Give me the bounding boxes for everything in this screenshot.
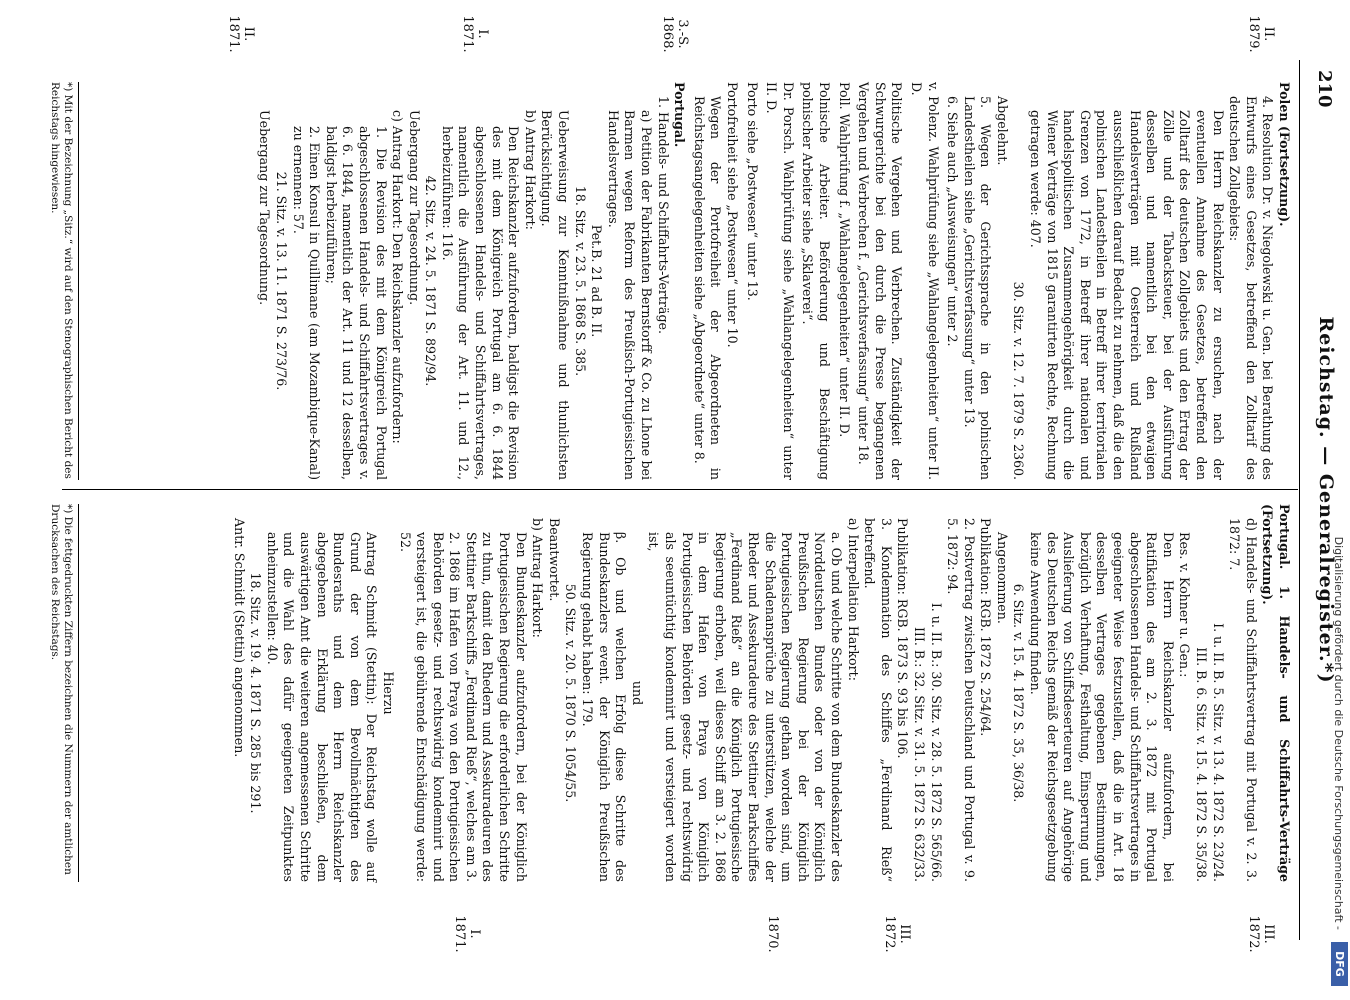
header-rule [1299,60,1300,940]
decision: Beantwortet. [546,518,562,602]
entry-heading: Portugal. [672,82,688,148]
dfg-logo-icon: DFG [1331,942,1348,986]
entry-text: a) Interpellation Harkort: [845,518,861,681]
entry-text: und [629,680,645,706]
entry-text: 5. Wegen der Gerichtssprache in den polnischen Landestheilen siehe „Gerichtsverfassung“ unter 13. [961,96,994,480]
margin-note: III. 1872. [1246,915,1276,953]
page-number: 210 [1314,70,1335,108]
session-reference: 21. Sitz. v. 13. 11. 1871 S. 273/76. [273,171,289,391]
decision: Ueberweisung zur Kenntnißnahme und thunlichsten Berücksichtigung. [539,110,572,480]
publication: Publikation: RGB. 1872 S. 254/64. [978,518,994,737]
entry-heading: Polen (Fortsetzung). [1277,82,1292,227]
session-reference: Pet.B. 21 ad B. II. [589,224,605,338]
decision: Angenommen. [994,532,1010,624]
entry-text: Hierzu [380,671,396,715]
entry-text: a. Ob und welche Schritte von dem Bundeskanzler des Norddeutschen Bundes oder von der Königlich Preußischen Regierung bei der Königlich Portugiesischen Regierung gethan worden sind, um die Schadenansprüche zu unterstützen, welche der Rheder und Assekuradeure des Stettiner Barkschiffes „Ferdinand Rieß“ an die Königlich Portugiesische Regierung erhoben, weil dieses Schiff am 3. 2. 1868 in dem Hafen von Praya von Königlich Portugiesischen Behörden gesetz- und rechtswidrig als seeuntüchtig kondemnirt und versteigert worden ist, [646,532,844,882]
entry-text: 2. Einen Konsul in Quillimane (am Mozambique-Kanal) zu ernennen: 57. [290,126,323,480]
entry-text: Antrag Schmidt (Stettin): Der Reichstag wolle auf Grund der von dem Bevollmächtigten des Bundesraths und dem Herrn Reichskanzler abgegebenen Erklärung beschließen, dem auswärtigen Amt die weiteren angemessenen Schritte und die Wahl des dafür geeigneten Zeitpunktes anheimzustellen: 40. [264,532,380,882]
footnote: *) Mit der Bezeichnung „Sitz.“ wird auf den Stenographischen Bericht des Reichstags hingewiesen. [48,82,79,480]
session-reference: 18. Sitz. v. 23. 5. 1868 S. 385. [572,185,588,377]
entry-text: b) Antrag Harkort: [530,518,546,638]
margin-note: III. 1872. [882,915,912,953]
margin-note: I. 1871. [460,15,490,53]
entry-text: Den Herrn Reichskanzler aufzufordern, bei Ratifikation des am 2. 3. 1872 mit Portugal abgeschlossenen Handels- und Schiffahrtsvertrages in geeigneter Weise festzustellen, daß die in Art. 18 desselben Vertrages gegebenen Bestimmungen, bezüglich Verhaftung, Festhaltung, Einsperrung und Auslieferung von Schiffsdeserteuren auf Angehörige des Deutschen Reichs gemäß der Reichsgesetzgebung keine Anwendung finden. [1028,532,1176,882]
decision: Uebergang zur Tagesordnung. [406,110,422,306]
entry-heading: Poll. Wahlprüfung f. „Wahlangelegenheiten“ unter II. D. [836,82,852,438]
entry-text: Res. v. Kohner u. Gen.: [1177,532,1193,678]
entry-text: 6. Siehe auch „Ausweisungen“ unter 2. [945,96,961,347]
page-title: Reichstag. — Generalregister.*) [1315,316,1337,684]
entry-text: a) Petition der Fabrikanten Bernstorff & Co. zu Lhone bei Barmen wegen Reform des Preußisch-Portugiesischen Handelsvertrages. [605,110,655,480]
session-reference: 18. Sitz. v. 19. 4. 1871 S. 285 bis 291. [248,572,264,814]
entry-text: b) Antrag Harkort: [522,110,538,230]
decision: Antr. Schmidt (Stettin) angenommen. [231,518,247,758]
entry-text: c) Antrag Harkort: Den Reichskanzler aufzufordern: [390,110,406,444]
entry-heading: Porto siehe „Postwesen“ unter 13. [744,82,760,301]
entry-text: Den Reichskanzler aufzufordern, baldigst die Revision des mit dem Königreich Portugal am 6. 6. 1844 abgeschlossenen Handels- und Schiffahrtsvertrages, namentlich die Ausführung der Art. 11. und 12., herbeizuführen: 116. [439,126,522,480]
entry-text: Den Herrn Reichskanzler zu ersuchen, nach der eventuellen Annahme des Gesetzes, betreffend den Zolltarif des deutschen Zollgebiets und den Ertrag der Zölle und der Tabacksteuer, bei der Ausführung desselben und namentlich bei den etwaigen Handelsverträgen mit Oesterreich und Rußland ausschließlichen darauf Bedacht zu nehmen, daß die den polnischen Landestheilen in Betreff ihrer territorialen Grenzen von 1772, in Betreff ihrer nationalen und handelspolitischen Zusammengehörigkeit durch die Wiener Verträge von 1815 garantirten Rechte, Rechnung getragen werde: 407. [1028,110,1226,480]
session-reference: III. B.: 32. Sitz. v. 31. 5. 1872 S. 632/33. [911,626,927,882]
entry-text: 4. Resolution Dr. v. Niegolewski u. Gen. bei Berathung des Entwurfs eines Gesetzes, betreffend den Zolltarif des deutschen Zollgebiets: [1227,96,1276,480]
publication: Publikation: RGB. 1873 S. 93 bis 106. [895,518,911,759]
column-divider [62,489,1298,490]
entry-heading: Dr. Porsch. Wahlprüfung siehe „Wahlangelegenheiten“ unter II. D. [764,82,796,480]
entry-text: Den Bundeskanzler aufzufordern, bei der Königlich Portugiesischen Regierung die erforderlichen Schritte zu thun, damit den Rhedern und Assekuradeuren des Stettiner Barkschiffs „Ferdinand Rieß“, welches am 3. 2. 1868 im Hafen von Praya von den Portugiesischen Behörden gesetz- und rechtswidrig kondemnirt und versteigert ist, die gebührende Entschädigung werde: 52. [397,532,529,882]
entry-text: β. Ob und welchen Erfolg diese Schritte des Bundeskanzlers event. der Königlich Preußischen Regierung gehabt haben: 179. [580,532,629,882]
footnote: *) Die fettgedruckten Ziffern bezeichnen die Nummern der amtlichen Drucksachen des Reichstags. [48,504,79,882]
margin-note: II. 1871. [226,15,256,53]
entry-text: 2. Postvertrag zwischen Deutschland und Portugal v. 9. 5. 1872: 94. [945,518,977,882]
entry-heading: Politische Vergehen und Verbrechen. Zuständigkeit der Schwurgerichte bei den durch die Presse begangenen Vergehen und Verbrechen f. „Gerichtsverfassung“ unter 18. [856,82,905,480]
entry-heading: Portugal. 1. Handels- und Schiffahrts-Verträge (Fortsetzung). [1260,504,1292,882]
digitization-text: Digitalisierung gefördert durch die Deutsche Forschungsgemeinschaft - [1332,536,1345,930]
subsection-heading: 1. Handels- und Schiffahrts-Verträge. [655,96,671,334]
entry-heading: Portofreiheit siehe „Postwesen“ unter 10. [725,82,740,348]
session-reference: III. B. 6. Sitz. v. 15. 4. 1872 S. 35/38. [1194,647,1210,882]
session-reference: I. u. II. B.: 30. Sitz. v. 28. 5. 1872 S. 565/66. [928,602,944,882]
entry-heading: Polnische Arbeiter. Beförderung und Beschäftigung polnischer Arbeiter siehe „Sklaverei“. [800,82,832,480]
right-column [230,504,1292,882]
session-reference: 6. Sitz. v. 15. 4. 1872 S. 35, 36/38. [1011,583,1027,803]
session-reference: I. u. II. B. 5. Sitz. v. 13. 4. 1872 S. 23/24. [1210,623,1226,882]
margin-note: 1870. [765,915,780,953]
entry-text: 1. Die Revision des mit dem Königreich Portugal abgeschlossenen Handels- und Schiffahrtsvertrages v. 6. 6. 1844, namentlich der Art. 11 und 12 desselben, baldigst herbeizuführen; [323,126,389,480]
session-reference: 42. Sitz. v. 24. 5. 1871 S. 892/94. [423,175,439,387]
left-column [256,82,1292,480]
session-reference: 50. Sitz. v. 20. 5. 1870 S. 1054/55. [563,583,579,803]
entry-text: 3. Kondemnation des Schiffes „Ferdinand Rieß“ betreffend. [862,518,894,882]
entry-text: d) Handels- und Schiffahrtsvertrag mit Portugal v. 2. 3. 1872: 7. [1227,518,1259,882]
margin-note: II. 1879. [1246,15,1276,53]
page-header [1308,60,1336,940]
session-reference: 30. Sitz. v. 12. 7. 1879 S. 2360. [1011,281,1027,480]
margin-note: 3.-S. 1868. [660,15,690,53]
decision: Uebergang zur Tagesordnung. [257,110,273,306]
entry-text: Wegen der Portofreiheit der Abgeordneten in Reichstagsangelegenheiten siehe „Abgeordnete“ unter 8. [691,96,724,480]
margin-note: I. 1871. [452,915,482,953]
decision: Abgelehnt. [994,96,1010,166]
entry-heading: v. Polenz. Wahlprüfung siehe „Wahlangelegenheiten“ unter II. D. [908,82,941,480]
